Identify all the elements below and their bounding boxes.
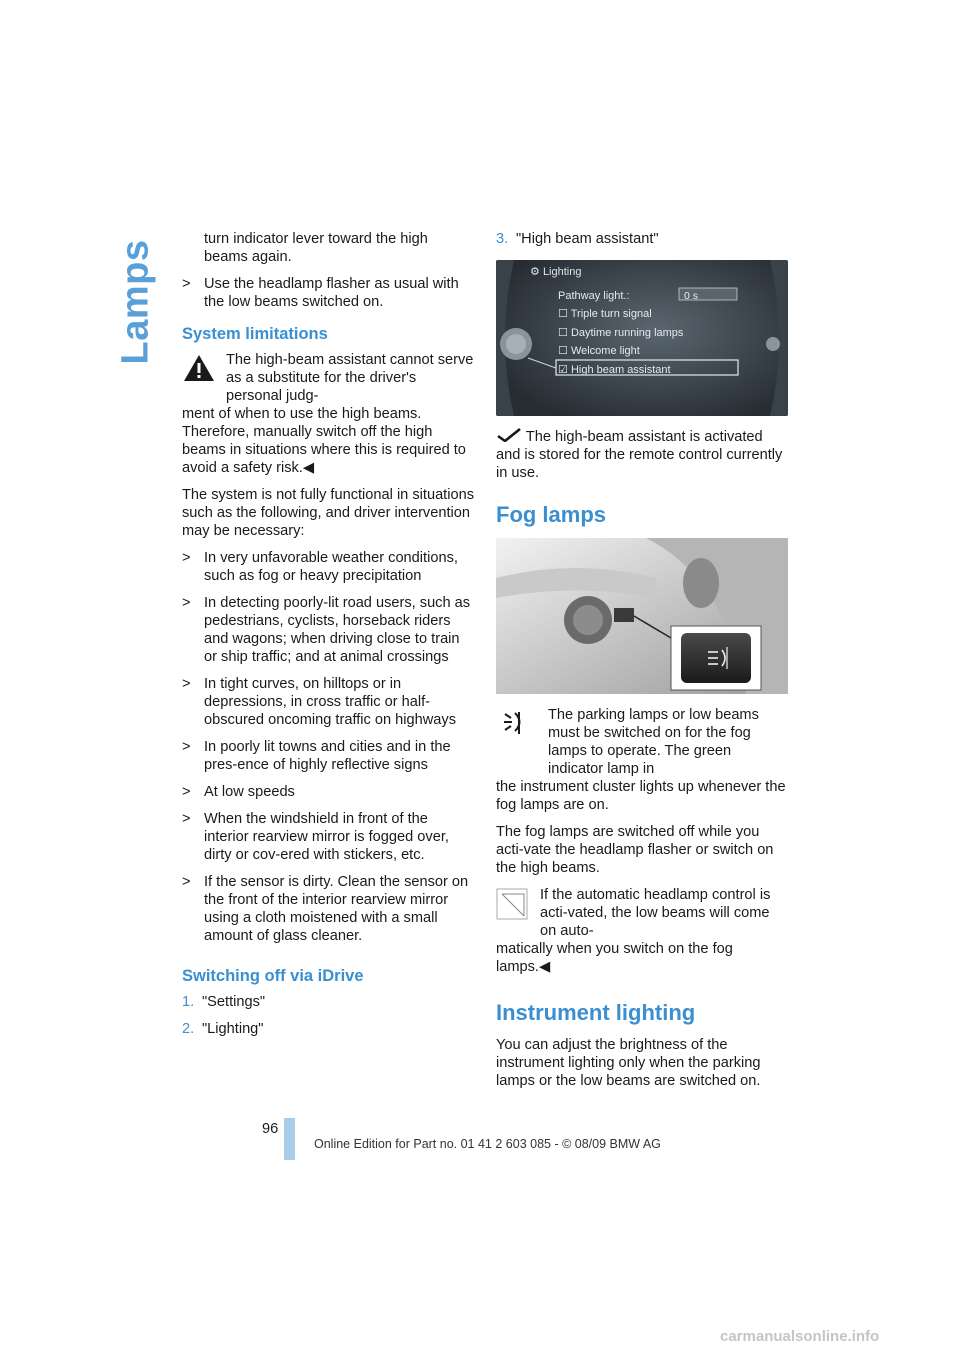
note-text-first: If the automatic headlamp control is acti-vated, the low beams will come on auto- [540,887,771,939]
not-functional-text: The system is not fully functional in situations such as the following, and driver intervention may be necessary: [182,487,475,539]
screen-menu-item: ☐ Welcome light [558,345,640,357]
checkbox-empty-icon: ☐ [558,308,568,320]
instrument-lighting-text: You can adjust the brightness of the instrument lighting only when the parking lamps or the low beams are switched on. [496,1037,761,1089]
step-item: 3. "High beam assistant" [496,231,659,247]
warning-text-first: The high-beam assistant cannot serve as a substitute for the driver's personal judg- [226,352,474,404]
idrive-screen-illustration [496,260,788,416]
list-item: > In detecting poorly-lit road users, such as pedestrians, cyclists, horseback riders and wagons; when driving close to train or ship traffic; and at animal crossings [182,595,471,665]
screen-menu [558,305,683,379]
hba-note: The high-beam assistant is activated and is stored for the remote control currently in use. [496,429,783,481]
list-item [182,275,474,311]
note-block [496,886,788,940]
page-number: 96 [262,1121,279,1137]
pathway-label: Pathway light.: [558,290,630,302]
left-column [182,230,474,1047]
fog-lamp-photo-graphic [496,538,788,694]
section-heading-system-limitations: System limitations [182,325,328,343]
limitations-list [182,549,474,945]
section-heading-fog-lamps: Fog lamps [496,502,607,527]
step-item: 2. "Lighting" [182,1021,264,1037]
right-column [496,230,788,1099]
fog-text-rest: the instrument cluster lights up whenever the fog lamps are on. [496,779,786,813]
list-item: > If the sensor is dirty. Clean the sensor on the front of the interior rearview mirror using a cloth moistened with a small amount of glass cleaner. [182,874,469,944]
watermark: carmanualsonline.info [720,1328,880,1345]
edition-footer: Online Edition for Part no. 01 41 2 603 085 - © 08/09 BMW AG [314,1137,661,1151]
fog-text-first: The parking lamps or low beams must be switched on for the fog lamps to operate. The green indicator lamp in [548,707,759,777]
list-item: > In poorly lit towns and cities and in the pres-ence of highly reflective signs [182,739,451,773]
screen-menu-item: ☐ Triple turn signal [558,308,652,320]
footer-bar [284,1118,295,1160]
checkmark-icon [496,428,522,442]
checkbox-empty-icon: ☐ [558,345,568,357]
checkbox-empty-icon: ☐ [558,326,568,339]
side-title: Lamps [114,239,157,365]
screen-menu-item: ☐ Daytime running lamps [558,326,684,339]
note-corner-icon [496,888,530,920]
screen-title: ⚙ Lighting [530,266,582,278]
warning-block [182,351,474,405]
settings-gear-icon: ⚙ [530,266,540,278]
fog-lamp-indicator-icon [496,708,536,740]
section-heading-instrument-lighting: Instrument lighting [496,1000,696,1025]
list-item: > When the windshield in front of the interior rearview mirror is fogged over, dirty or cov-ered with stickers, etc. [182,811,449,863]
screen-menu-item-selected: ☑ High beam assistant [558,363,671,376]
pathway-value: 0 s [684,290,699,302]
fog-off-text: The fog lamps are switched off while you acti-vate the headlamp flasher or switch on the high beams. [496,824,774,876]
warning-text-rest: ment of when to use the high beams. Therefore, manually switch off the high beams in situations where this is required to avoid a safety risk.◀ [182,406,466,476]
section-heading-switching-off: Switching off via iDrive [182,967,364,985]
checkbox-checked-icon: ☑ [558,363,568,376]
list-item: > At low speeds [182,784,295,800]
list-item: > In tight curves, on hilltops or in depressions, in cross traffic or half-obscured oncoming traffic on highways [182,676,457,728]
list-item: > In very unfavorable weather conditions, such as fog or heavy precipitation [182,550,458,584]
bullet-text: Use the headlamp flasher as usual with the low beams switched on. [204,276,459,310]
fog-lamp-switch-photo [496,538,788,694]
intro-continuation: turn indicator lever toward the high beams again. [204,231,428,265]
fog-indicator-block [496,706,788,778]
warning-triangle-icon [182,353,216,383]
step-item: 1. "Settings" [182,994,266,1010]
bullet-marker: > [182,276,191,292]
note-text-rest: matically when you switch on the fog lamps.◀ [496,941,733,975]
